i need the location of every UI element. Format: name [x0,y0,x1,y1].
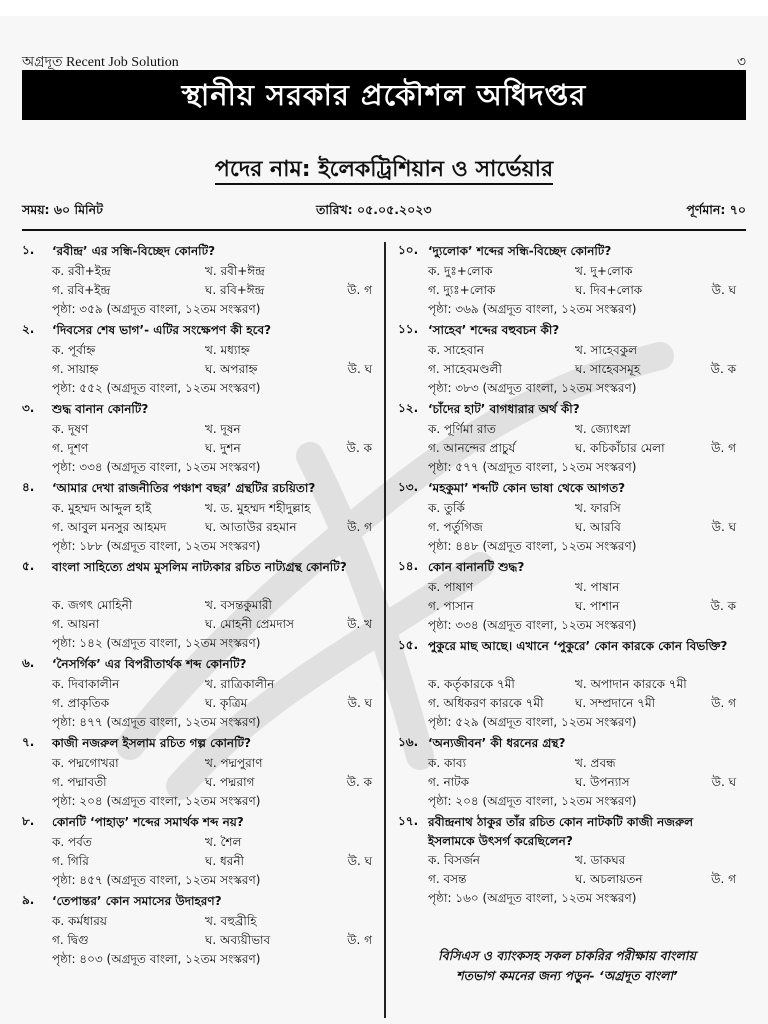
page-reference: পৃষ্ঠা: ২০৪ (অগ্রদূত বাংলা, ১২তম সংস্করণ) [52,794,261,808]
question-option: গ. নাটক [428,775,470,789]
running-header [22,50,746,68]
question-option: ঘ. মোহনী প্রেমদাস [205,617,294,631]
question-number: ১১. [398,322,419,336]
question-number: ৭. [22,735,35,749]
question-option: খ. রাত্রিকালীন [205,677,275,691]
question-option: খ. মধ্যাহ্ন [205,343,250,357]
page-reference: পৃষ্ঠা: ৫৫২ (অগ্রদূত বাংলা, ১২তম সংস্করণ) [52,381,261,395]
page-reference: পৃষ্ঠা: ৩৫৯ (অগ্রদূত বাংলা, ১২তম সংস্করণ) [52,302,261,316]
answer-label: উ. গ [711,696,736,710]
question-number: ৯. [22,893,35,907]
department-banner: স্থানীয় সরকার প্রকৌশল অধিদপ্তর [22,70,746,120]
page-reference: পৃষ্ঠা: ১৪২ (অগ্রদূত বাংলা, ১২তম সংস্করণ) [52,636,261,650]
answer-label: উ. গ [711,441,736,455]
question-option: ঘ. পাশান [575,599,620,613]
answer-label: উ. গ [347,283,372,297]
question-stem: ‘সাহেব’ শব্দের বহুবচন কী? [428,323,560,337]
question-number: ১৭. [398,814,419,828]
question-option: ঘ. পদ্মরাগ [205,775,255,789]
question-option: গ. দ্যুঃ+লোক [428,283,496,297]
question-stem: ‘দ্যুলোক’ শব্দের সন্ধি-বিচ্ছেদ কোনটি? [428,244,612,258]
question-option: খ. ডাকঘর [575,853,626,867]
question-option: ক. রবী+ইন্দ্র [52,264,111,278]
question-stem: ‘অন্যজীবন’ কী ধরনের গ্রন্থ? [428,736,566,750]
answer-label: উ. ঘ [711,520,736,534]
exam-meta [22,202,746,222]
question-stem: পুকুরে মাছ আছে। এখানে ‘পুকুরে’ কোন কারকে কোন বিভক্তি? [428,639,728,653]
promo-line-2: শতভাগ কমনের জন্য পড়ুন- ‘অগ্রদূত বাংলা’ [456,968,678,983]
page-reference: পৃষ্ঠা: ৩৩৪ (অগ্রদূত বাংলা, ১২তম সংস্করণ) [52,460,261,474]
question-stem: ‘নৈসর্গিক’ এর বিপরীতার্থক শব্দ কোনটি? [52,657,247,671]
question-option: গ. দ্বিগু [52,933,89,947]
page-reference: পৃষ্ঠা: ৪৫৭ (অগ্রদূত বাংলা, ১২তম সংস্করণ) [52,873,261,887]
question-option: গ. প্রাকৃতিক [52,696,110,710]
answer-label: উ. গ [347,933,372,947]
question-option: ঘ. অচলায়তন [575,872,643,886]
question-number: ১০. [398,243,419,257]
question-option: ক. জগৎ মোহিনী [52,598,133,612]
document-page [0,16,768,1024]
answer-label: উ. ক [346,441,372,455]
question-option: গ. পর্তুগিজ [428,520,483,534]
question-option: খ. পাষান [575,580,620,594]
question-number: ৩. [22,401,35,415]
answer-label: উ. ঘ [347,362,372,376]
question-stem: শুদ্ধ বানান কোনটি? [52,402,149,416]
question-option: ঘ. আতাউর রহমান [205,520,297,534]
header-rule [22,229,746,231]
question-number: ১৩. [398,480,419,494]
question-option: গ. পদ্মাবতী [52,775,107,789]
answer-label: উ. গ [711,872,736,886]
page-reference: পৃষ্ঠা: ৩৬৯ (অগ্রদূত বাংলা, ১২তম সংস্করণ) [428,302,637,316]
question-option: খ. দূষন [205,422,241,436]
question-option: খ. ড. মুহম্মদ শহীদুল্লাহ [205,501,311,515]
post-title-text: পদের নাম: ইলেকট্রিশিয়ান ও সার্ভেয়ার [215,157,553,185]
question-number: ১৪. [398,559,419,573]
question-option: খ. বহুব্রীহি [205,914,257,928]
question-option: ক. কর্তৃকারকে ৭মী [428,677,515,691]
question-option: খ. জ্যোৎস্না [575,422,631,436]
answer-label: উ. ঘ [347,854,372,868]
question-option: গ. আনন্দের প্রাচুর্য [428,441,516,455]
answer-label: উ. খ [347,617,372,631]
question-option: ঘ. অপরাহ্ন [205,362,258,376]
answer-label: উ. ক [710,362,736,376]
question-option: গ. আবুল মনসুর আহমদ [52,520,167,534]
question-stem: কোনটি ‘পাহাড়’ শব্দের সমার্থক শব্দ নয়? [52,815,244,829]
question-option: ঘ. উপন্যাস [575,775,630,789]
page-reference: পৃষ্ঠা: ৪৪৮ (অগ্রদূত বাংলা, ১২তম সংস্করণ) [428,539,637,553]
question-option: খ. রবী+ঈন্দ্র [205,264,265,278]
answer-label: উ. ঘ [347,696,372,710]
question-option: খ. অপাদান কারকে ৭মী [575,677,687,691]
page-reference: পৃষ্ঠা: ৪৭৭ (অগ্রদূত বাংলা, ১২তম সংস্করণ) [52,715,261,729]
question-number: ১৫. [398,638,419,652]
running-title: অগ্রদূত Recent Job Solution [22,55,179,70]
answer-label: উ. ক [346,775,372,789]
page-number: ৩ [736,55,746,70]
question-option: ক. দুঃ+লোক [428,264,493,278]
question-option: ক. সাহেবান [428,343,484,357]
question-option: গ. পাসান [428,599,474,613]
question-option: ঘ. দিব+লোক [575,283,643,297]
question-option: ঘ. আরবি [575,520,621,534]
exam-time: সময়: ৬০ মিনিট [22,202,103,217]
question-option: ক. পদ্মগোখরা [52,756,119,770]
question-stem: বাংলা সাহিত্যে প্রথম মুসলিম নাট্যকার রচিত নাট্যগ্রন্থ কোনটি? [52,560,347,574]
page-reference: পৃষ্ঠা: ৪০৩ (অগ্রদূত বাংলা, ১২তম সংস্করণ) [52,952,261,966]
promo-note [398,946,736,986]
question-option: গ. সাহেবমণ্ডলী [428,362,502,376]
question-option: ক. কাব্য [428,756,467,770]
page-reference: পৃষ্ঠা: ২০৪ (অগ্রদূত বাংলা, ১২তম সংস্করণ) [428,794,637,808]
question-option: গ. গিরি [52,854,89,868]
question-number: ১২. [398,401,419,415]
question-stem: ‘দিবসের শেষ ভাগ’- এটির সংক্ষেপণ কী হবে? [52,323,272,337]
question-option: ক. পাষাণ [428,580,474,594]
question-number: ৪. [22,480,35,494]
page-reference: পৃষ্ঠা: ১৮৮ (অগ্রদূত বাংলা, ১২তম সংস্করণ) [52,539,261,553]
answer-label: উ. গ [347,520,372,534]
promo-line-1: বিসিএস ও ব্যাংকসহ সকল চাকরির পরীক্ষায় বাংলায় [438,948,696,963]
question-option: ক. পূর্বাহ্ন [52,343,96,357]
question-stem: কাজী নজরুল ইসলাম রচিত গল্প কোনটি? [52,736,252,750]
answer-label: উ. ঘ [711,775,736,789]
question-option: খ. দু+লোক [575,264,633,278]
question-number: ৮. [22,814,35,828]
column-divider [384,242,386,1018]
question-option: ক. বিসর্জন [428,853,480,867]
question-option: খ. সাহেবকুল [575,343,638,357]
page-reference: পৃষ্ঠা: ৩৩৪ (অগ্রদূত বাংলা, ১২তম সংস্করণ) [428,618,637,632]
question-stem: ‘রবীন্দ্র’ এর সন্ধি-বিচ্ছেদ কোনটি? [52,244,216,258]
post-title [0,152,768,189]
question-number: ৫. [22,559,35,573]
question-option: গ. অধিকরণ কারকে ৭মী [428,696,544,710]
question-option: ঘ. সাহেবসমূহ [575,362,641,376]
top-margin-band [0,0,768,16]
question-option: ক. দূষণ [52,422,89,436]
question-stem: ‘মহকুমা’ শব্দটি কোন ভাষা থেকে আগত? [428,481,626,495]
question-number: ১. [22,243,35,257]
question-option: গ. বসন্ত [428,872,467,886]
question-option: ঘ. ধরনী [205,854,244,868]
question-option: গ. সায়াহ্ন [52,362,99,376]
question-option: ঘ. দুশন [205,441,241,455]
question-number: ৬. [22,656,35,670]
question-number: ১৬. [398,735,419,749]
page-reference: পৃষ্ঠা: ৫৭৭ (অগ্রদূত বাংলা, ১২তম সংস্করণ) [428,460,637,474]
question-option: ঘ. রবি+ঈন্দ্র [205,283,265,297]
question-stem: রবীন্দ্রনাথ ঠাকুর তাঁর রচিত কোন নাটকটি কাজী নজরুল ইসলামকে উৎসর্গ করেছিলেন? [428,815,694,848]
question-option: গ. দূশণ [52,441,89,455]
question-option: ক. পর্বত [52,835,92,849]
full-marks: পূর্ণমান: ৭০ [686,202,746,217]
answer-label: উ. ক [710,599,736,613]
question-stem: কোন বানানটি শুদ্ধ? [428,560,525,574]
question-option: ঘ. অব্যয়ীভাব [205,933,271,947]
question-option: খ. ফারসি [575,501,621,515]
question-option: গ. রবি+ইন্দ্র [52,283,111,297]
page-reference: পৃষ্ঠা: ১৬০ (অগ্রদূত বাংলা, ১২তম সংস্করণ) [428,891,637,905]
question-stem: ‘তেপান্তর’ কোন সমাসের উদাহরণ? [52,894,222,908]
question-option: ক. কর্মধারয় [52,914,107,928]
page-reference: পৃষ্ঠা: ৩৮৩ (অগ্রদূত বাংলা, ১২তম সংস্করণ) [428,381,637,395]
exam-date: তারিখ: ০৫.০৫.২০২৩ [316,202,432,217]
question-option: ক. মুহম্মদ আব্দুল হাই [52,501,152,515]
question-option: ক. পূর্ণিমা রাত [428,422,496,436]
page-reference: পৃষ্ঠা: ৫২৯ (অগ্রদূত বাংলা, ১২তম সংস্করণ) [428,715,637,729]
question-option: ঘ. সম্প্রদানে ৭মী [575,696,656,710]
question-stem: ‘চাঁদের হাট’ বাগধারার অর্থ কী? [428,402,580,416]
question-option: ঘ. কচিকাঁচার মেলা [575,441,665,455]
question-option: খ. প্রবন্ধ [575,756,616,770]
question-option: গ. আয়না [52,617,100,631]
question-option: খ. পদ্মপুরাণ [205,756,263,770]
answer-label: উ. ঘ [711,283,736,297]
question-option: ক. দিবাকালীন [52,677,120,691]
question-option: খ. বসন্তকুমারী [205,598,272,612]
question-option: খ. শৈল [205,835,242,849]
question-number: ২. [22,322,35,336]
question-option: ঘ. কৃত্রিম [205,696,248,710]
question-option: ক. তুর্কি [428,501,465,515]
question-stem: ‘আমার দেখা রাজনীতির পঞ্চাশ বছর’ গ্রন্থটির রচয়িতা? [52,481,316,495]
